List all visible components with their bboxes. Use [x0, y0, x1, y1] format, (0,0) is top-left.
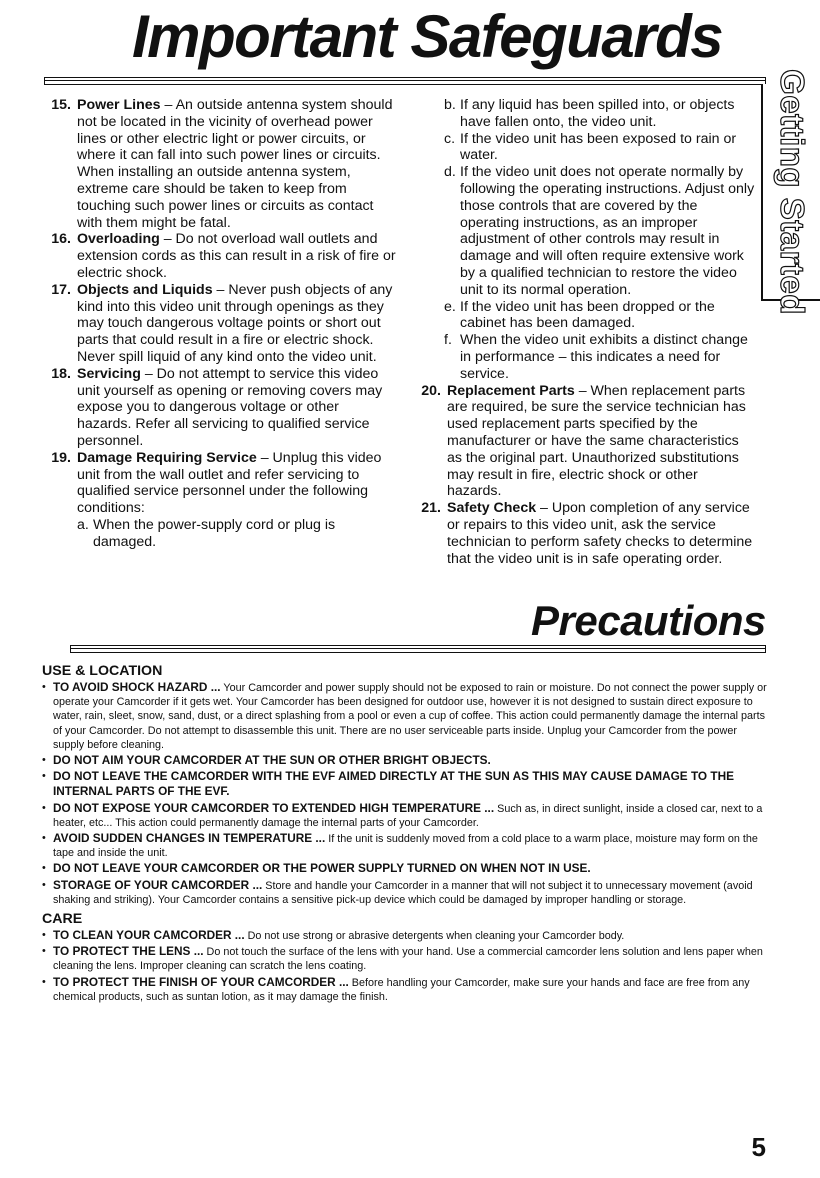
sub-item-text: When the power-supply cord or plug is damaged.: [93, 516, 336, 550]
item-text: – An outside antenna system should not be located in the vicinity of overhead power lines or other electric light or power circuits, or where it can fall into such power lines or circuits. When installing an outside antenna system, extreme care should be taken to keep from touching such power lines or circuits as contact with them might be fatal.: [77, 97, 393, 231]
sub-item: [77, 517, 396, 551]
item-text: – Never push objects of any kind into this video unit through openings as they may touch dangerous voltage points or short out parts that could result in a fire or electric shock. Never spill liquid of any kind onto the video unit.: [77, 281, 393, 365]
item-heading: Damage Requiring Service: [77, 449, 257, 466]
item-heading: Power Lines: [77, 97, 161, 113]
precaution-heading: AVOID SUDDEN CHANGES IN TEMPERATURE ...: [53, 831, 326, 846]
sub-item: [444, 131, 756, 165]
sub-item-text: If the video unit has been dropped or the cabinet has been damaged.: [460, 298, 715, 332]
precaution-text: Do not touch the surface of the lens with your hand. Use a commercial camcorder lens solution and lens paper when cleaning the lens. Improper cleaning can scratch the lens coating.: [53, 946, 763, 973]
item-heading: Overloading: [77, 231, 160, 248]
bullet-icon: •: [42, 929, 46, 942]
item-text: – Do not overload wall outlets and extension cords as this can result in a risk of fire or electric shock.: [77, 231, 396, 281]
precaution-item: [42, 944, 768, 973]
bullet-icon: •: [42, 945, 46, 958]
precaution-text: Such as, in direct sunlight, inside a closed car, next to a heater, etc... This action could permanently damage the internal parts of your Camcorder.: [53, 802, 763, 829]
title-rule: [44, 77, 766, 85]
item-number: 18.: [51, 365, 71, 382]
bullet-icon: •: [42, 681, 46, 693]
precaution-item: [42, 801, 768, 830]
precaution-item: [42, 831, 768, 860]
precaution-heading: DO NOT LEAVE THE CAMCORDER WITH THE EVF AIMED DIRECTLY AT THE SUN AS THIS MAY CAUSE DAMAGE TO THE INTERNAL PARTS OF THE EVF.: [53, 769, 734, 799]
safeguard-item: [44, 366, 396, 450]
sub-item-text: If any liquid has been spilled into, or objects have fallen onto, the video unit.: [460, 97, 735, 130]
sub-item: [444, 164, 756, 298]
precaution-text: Your Camcorder and power supply should not be exposed to rain or moisture. Do not connect the power supply or operate your Camcorder if it gets wet. Your Camcorder has been designed for outdoor use, however it is not designed to sustain direct exposure to water, rain, sleet, snow, sand, dust, or a direct splashing from a pool or even a cup of coffee. This action could permanently damage the internal parts of your Camcorder. Do not attempt to disassemble this unit. There are no user serviceable parts inside. Unplug your Camcorder from the power supply before cleaning.: [53, 682, 767, 751]
sub-item-letter: f.: [444, 332, 452, 349]
safeguard-item: [44, 450, 396, 517]
precaution-item: [42, 769, 768, 799]
item-text: – Upon completion of any service or repairs to this video unit, ask the service technician to perform safety checks to determine that the video unit is in safe operating order.: [447, 500, 753, 567]
safeguard-item: [44, 231, 396, 281]
precaution-item: [42, 753, 768, 768]
item-text: – Do not attempt to service this video unit yourself as opening or removing covers may expose you to dangerous voltage or other hazards. Refer all servicing to qualified service personnel.: [77, 365, 383, 449]
precaution-item: [42, 975, 768, 1004]
bullet-icon: •: [42, 754, 46, 767]
safeguards-right-column: [414, 97, 756, 567]
page-title: Important Safeguards: [132, 3, 723, 70]
sub-item-letter: d.: [444, 164, 456, 181]
item-heading: Objects and Liquids: [77, 281, 213, 298]
precaution-heading: DO NOT AIM YOUR CAMCORDER AT THE SUN OR OTHER BRIGHT OBJECTS.: [53, 753, 491, 768]
precaution-text: Store and handle your Camcorder in a manner that will not subject it to unnecessary movement (avoid shaking and striking). Your Camcorder contains a sensitive pick-up device which could be damaged by improper handling or storage.: [53, 879, 753, 906]
precautions-rule: [70, 645, 766, 653]
safeguard-item: [414, 500, 756, 567]
item-number: 19.: [51, 449, 71, 466]
precautions-section: [42, 662, 768, 1005]
precaution-heading: TO PROTECT THE FINISH OF YOUR CAMCORDER ...: [53, 974, 349, 989]
item-text: – When replacement parts are required, be sure the service technician has used replacement parts specified by the manufacturer or have the same characteristics as the original part. Unauthorized substitutions may result in fire, electric shock or other hazards.: [447, 382, 746, 500]
precaution-item: [42, 680, 768, 752]
item-number: 15.: [51, 97, 71, 113]
precaution-item: [42, 878, 768, 907]
sub-item-letter: c.: [444, 130, 456, 147]
sub-item-letter: e.: [444, 298, 456, 315]
section-tab: [761, 69, 820, 315]
use-location-heading: USE & LOCATION: [42, 663, 163, 679]
sub-item-text: When the video unit exhibits a distinct change in performance – this indicates a need for service.: [460, 332, 748, 382]
precaution-item: [42, 861, 768, 876]
safeguard-item: [414, 383, 756, 501]
safeguard-item: [44, 282, 396, 366]
precaution-text: Before handling your Camcorder, make sure your hands and face are free from any chemical products, such as suntan lotion, as it may damage the finish.: [53, 976, 750, 1003]
item-number: 17.: [51, 281, 71, 298]
safeguard-item: [44, 97, 396, 231]
item-heading: Safety Check: [447, 500, 537, 517]
item-number: 20.: [421, 382, 441, 399]
precaution-text: If the unit is suddenly moved from a cold place to a warm place, moisture may form on the tape and inside the unit.: [53, 833, 758, 860]
section-tab-label: Getting Started: [774, 69, 811, 315]
precaution-heading: DO NOT LEAVE YOUR CAMCORDER OR THE POWER SUPPLY TURNED ON WHEN NOT IN USE.: [53, 861, 591, 876]
precaution-heading: STORAGE OF YOUR CAMCORDER ...: [53, 877, 263, 892]
precaution-heading: TO CLEAN YOUR CAMCORDER ...: [53, 928, 245, 943]
sub-item-letter: b.: [444, 97, 456, 113]
item-text: – Unplug this video unit from the wall outlet and refer servicing to qualified service personnel under the following conditions:: [77, 449, 382, 517]
sub-item-text: If the video unit has been exposed to rain or water.: [460, 130, 737, 164]
bullet-icon: •: [42, 862, 46, 875]
precaution-text: Do not use strong or abrasive detergents when cleaning your Camcorder body.: [244, 930, 625, 943]
sub-item-letter: a.: [77, 516, 89, 533]
safeguards-left-column: [44, 97, 396, 551]
bullet-icon: •: [42, 878, 46, 891]
sub-item: [444, 299, 756, 333]
sub-item: [444, 332, 756, 382]
bullet-icon: •: [42, 801, 46, 814]
sub-item: [444, 97, 756, 131]
precaution-heading: TO PROTECT THE LENS ...: [53, 944, 204, 959]
page-number: 5: [751, 1132, 766, 1162]
bullet-icon: •: [42, 770, 46, 783]
precautions-title: Precautions: [531, 597, 766, 644]
item-heading: Servicing: [77, 365, 141, 382]
precaution-heading: DO NOT EXPOSE YOUR CAMCORDER TO EXTENDED HIGH TEMPERATURE ...: [53, 800, 495, 815]
precaution-item: [42, 928, 768, 943]
item-number: 21.: [421, 500, 441, 517]
bullet-icon: •: [42, 975, 46, 988]
bullet-icon: •: [42, 832, 46, 845]
precaution-heading: TO AVOID SHOCK HAZARD ...: [53, 680, 221, 694]
item-number: 16.: [51, 231, 71, 248]
sub-item-text: If the video unit does not operate normally by following the operating instructions. Adjust only those controls that are covered by the operating instructions, as an improper adjustment of other controls may result in damage and will often require extensive work by a qualified technician to restore the video unit to its normal operation.: [460, 164, 755, 298]
care-heading: CARE: [42, 911, 83, 928]
item-heading: Replacement Parts: [447, 382, 575, 399]
